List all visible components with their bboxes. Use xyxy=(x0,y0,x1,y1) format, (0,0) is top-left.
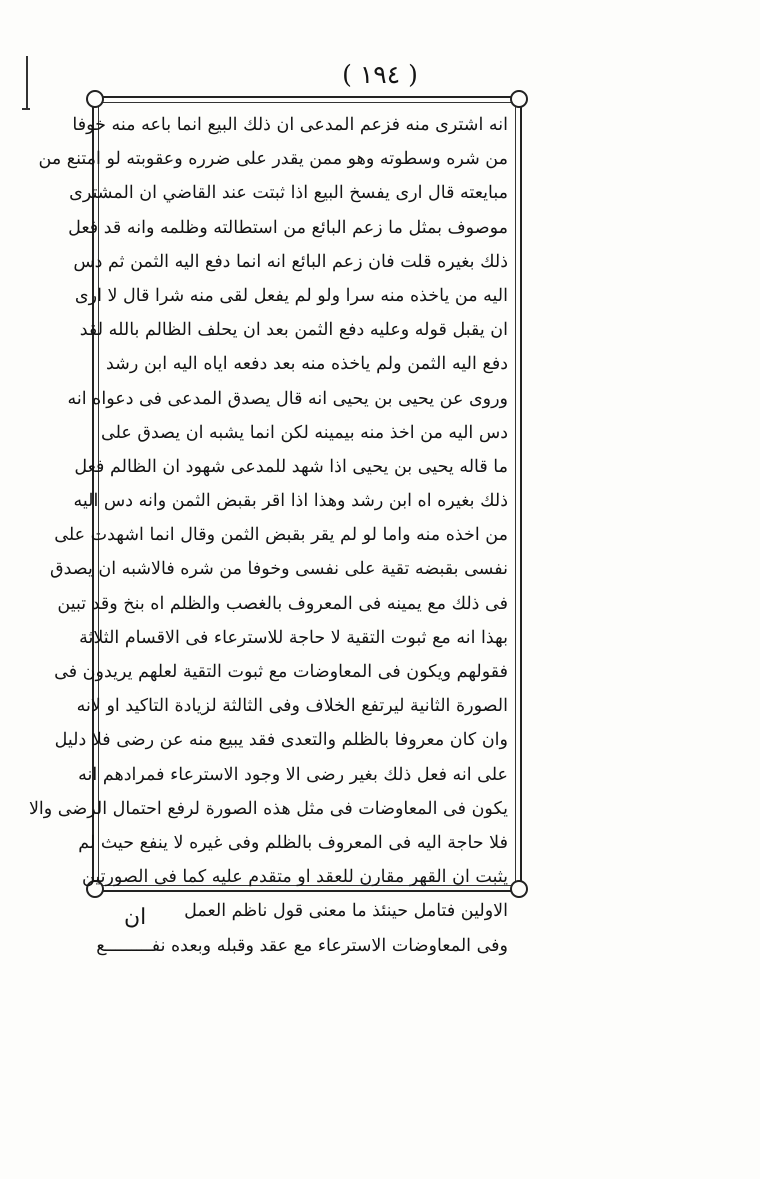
text-line: الصورة الثانية ليرتفع الخلاف وفى الثالثة لزيادة التاكيد او لانه xyxy=(76,696,508,717)
text-line: الاولين فتامل حينئذ ما معنى قول ناظم العمل xyxy=(184,901,508,922)
text-line: من شره وسطوته وهو ممن يقدر على ضرره وعقوبته لو امتنع من xyxy=(38,149,508,170)
text-line: ذلك بغيره قلت فان زعم البائع انه انما دفع اليه الثمن ثم دس xyxy=(73,251,508,272)
text-line: ان يقبل قوله وعليه دفع الثمن بعد ان يحلف الظالم بالله لقد xyxy=(79,320,508,341)
text-line: دفع اليه الثمن ولم ياخذه منه بعد دفعه اياه اليه ابن رشد xyxy=(106,354,508,375)
text-line: ما قاله يحيى بن يحيى اذا شهد للمدعى شهود ان الظالم فعل xyxy=(74,456,508,477)
page-number: ( ١٩٤ ) xyxy=(342,60,418,89)
text-line: على انه فعل ذلك بغير رضى الا وجود الاسترعاء فمرادهم انه xyxy=(78,764,508,785)
text-line: وان كان معروفا بالظلم والتعدى فقد يبيع منه عن رضى فلا دليل xyxy=(54,730,508,751)
frame-corner-ornament xyxy=(510,90,528,108)
verse-line: وفى المعاوضات الاسترعاء مع عقد وقبله وبعده نفـــــــــع xyxy=(96,935,508,956)
text-line: وروى عن يحيى بن يحيى انه قال يصدق المدعى فى دعواه انه xyxy=(67,388,508,409)
frame-corner-ornament xyxy=(86,90,104,108)
text-line: اليه من ياخذه منه سرا ولو لم يفعل لقى منه شرا قال لا ارى xyxy=(74,285,508,306)
text-line: موصوف بمثل ما زعم البائع من استطالته وظلمه وانه قد فعل xyxy=(68,217,508,238)
text-line: فلا حاجة اليه فى المعروف بالظلم وفى غيره لا ينفع حيث لم xyxy=(78,832,508,853)
text-line: ذلك بغيره اه ابن رشد وهذا اذا اقر بقبض الثمن وانه دس اليه xyxy=(73,491,508,512)
text-line: نفسى بقبضه تقية على نفسى وخوفا من شره فالاشبه ان يصدق xyxy=(50,559,508,580)
text-line: مبايعته قال ارى يفسخ البيع اذا ثبتت عند القاضي ان المشترى xyxy=(69,183,508,204)
text-line: انه اشترى منه فزعم المدعى ان ذلك البيع انما باعه منه خوفا xyxy=(72,115,508,135)
text-frame xyxy=(28,96,522,956)
frame-corner-ornament xyxy=(510,880,528,898)
text-line: يثبت ان القهر مقارن للعقد او متقدم عليه كما فى الصورتين xyxy=(82,867,508,888)
text-line: يكون فى المعاوضات فى مثل هذه الصورة لرفع احتمال الرضى والا xyxy=(28,798,508,819)
text-line: فى ذلك مع يمينه فى المعروف بالغصب والظلم اه بنخ وقد تبين xyxy=(57,593,508,614)
body-text xyxy=(28,108,508,963)
text-line: فقولهم ويكون فى المعاوضات مع ثبوت التقية لعلهم يريدون فى xyxy=(54,662,508,682)
text-line: من اخذه منه واما لو لم يقر بقبض الثمن وقال انما اشهدت على xyxy=(54,525,508,546)
margin-mark xyxy=(22,108,30,110)
text-line: بهذا انه مع ثبوت التقية لا حاجة للاسترعاء فى الاقسام الثلاثة xyxy=(79,627,508,648)
text-line: دس اليه من اخذ منه بيمينه لكن انما يشبه ان يصدق على xyxy=(100,422,508,443)
catchword: ان xyxy=(124,905,147,930)
